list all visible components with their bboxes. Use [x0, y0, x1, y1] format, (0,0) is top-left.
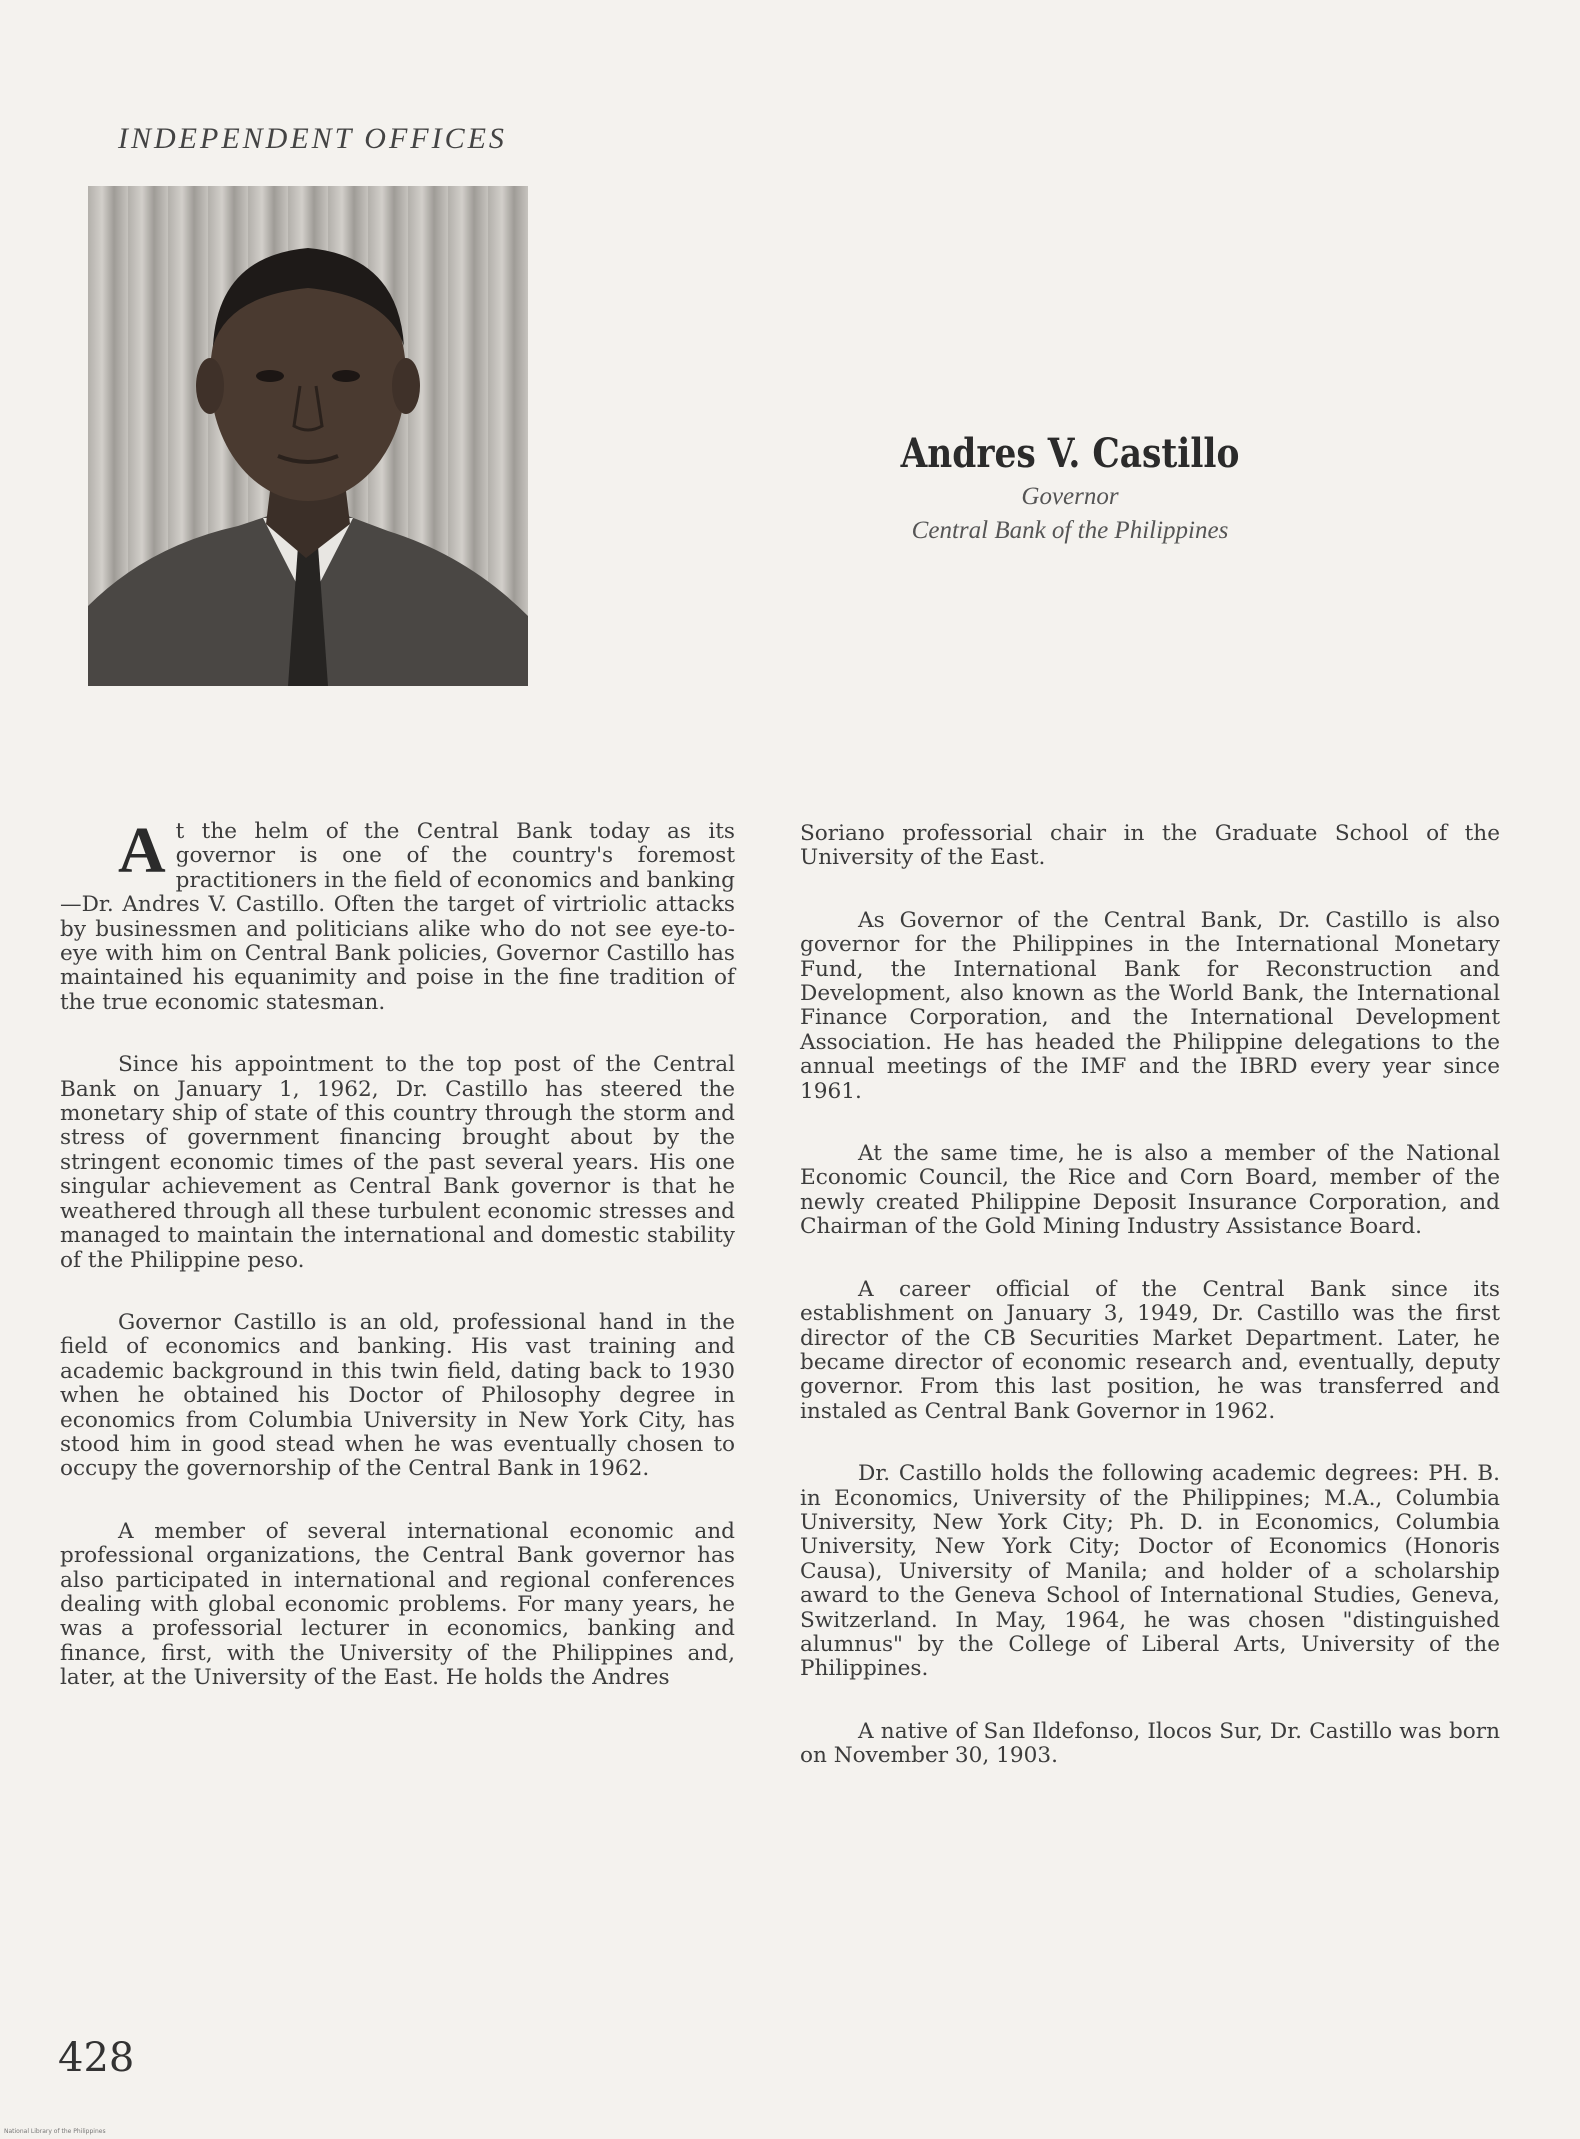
portrait-photo	[88, 186, 528, 686]
article-paragraph: At the same time, he is also a member of the National Economic Council, the Rice and Corn Board, member of the newly created Philippine Deposit Insurance Corporation, and Chairman of the Gold Mining Industry Assistance Board.	[800, 1141, 1500, 1240]
section-heading: INDEPENDENT OFFICES	[118, 122, 507, 155]
article-paragraph: Dr. Castillo holds the following academic degrees: PH. B. in Economics, University of the Philippines; M.A., Columbia University, New York City; Ph. D. in Economics, Columbia University, New York City; Doctor of Economics (Honoris Causa), University of Manila; and holder of a scholarship award to the Geneva School of International Studies, Geneva, Switzerland. In May, 1964, he was chosen "distinguished alumnus" by the College of Liberal Arts, University of the Philippines.	[800, 1461, 1500, 1682]
article-paragraph: A native of San Ildefonso, Ilocos Sur, Dr. Castillo was born on November 30, 1903.	[800, 1718, 1500, 1769]
article-left-column	[60, 814, 735, 1729]
article-paragraph: As Governor of the Central Bank, Dr. Castillo is also governor for the Philippines in the International Monetary Fund, the International Bank for Reconstruction and Development, also known as the World Bank, the International Finance Corporation, and the International Development Association. He has headed the Philippine delegations to the annual meetings of the IMF and the IBRD every year since 1961.	[800, 907, 1500, 1104]
person-name: Andres V. Castillo	[900, 430, 1240, 477]
article-paragraph	[60, 814, 735, 1015]
article-paragraph: A member of several international economic and professional organizations, the Central Bank governor has also participated in international and regional conferences dealing with global economic problems. For many years, he was a professorial lecturer in economics, banking and finance, first, with the University of the Philippines and, later, at the University of the East. He holds the Andres	[60, 1518, 735, 1691]
drop-cap: A	[118, 814, 166, 887]
paragraph-text: t the helm of the Central Bank today as its governor is one of the country's foremost practitioners in the field of economics and banking—Dr. Andres V. Castillo. Often the target of virtriolic attacks by businessmen and politicians alike who do not see eye-to-eye with him on Central Bank policies, Governor Castillo has maintained his equanimity and poise in the fine tradition of the true economic statesman.	[60, 819, 735, 1015]
article-paragraph: Soriano professorial chair in the Graduate School of the University of the East.	[800, 821, 1500, 871]
person-organization: Central Bank of the Philippines	[911, 517, 1229, 544]
article-paragraph: Since his appointment to the top post of the Central Bank on January 1, 1962, Dr. Castillo has steered the monetary ship of state of this country through the storm and stress of government financing brought about by the stringent economic times of the past several years. His one singular achievement as Central Bank governor is that he weathered through all these turbulent economic stresses and managed to maintain the international and domestic stability of the Philippine peso.	[60, 1052, 735, 1273]
page-number: 428	[58, 2035, 135, 2081]
name-block	[790, 430, 1350, 545]
article-paragraph: A career official of the Central Bank since its establishment on January 3, 1949, Dr. Castillo was the first director of the CB Securities Market Department. Later, he became director of economic research and, eventually, deputy governor. From this last position, he was transferred and instaled as Central Bank Governor in 1962.	[800, 1276, 1500, 1424]
portrait-figure	[88, 186, 528, 686]
article-paragraph: Governor Castillo is an old, professional hand in the field of economics and banking. His vast training and academic background in this twin field, dating back to 1930 when he obtained his Doctor of Philosophy degree in economics from Columbia University in New York City, has stood him in good stead when he was eventually chosen to occupy the governorship of the Central Bank in 1962.	[60, 1309, 735, 1482]
person-role: Governor	[1021, 483, 1119, 510]
footer-credit: National Library of the Philippines	[4, 2128, 106, 2135]
article-right-column	[800, 822, 1500, 1807]
